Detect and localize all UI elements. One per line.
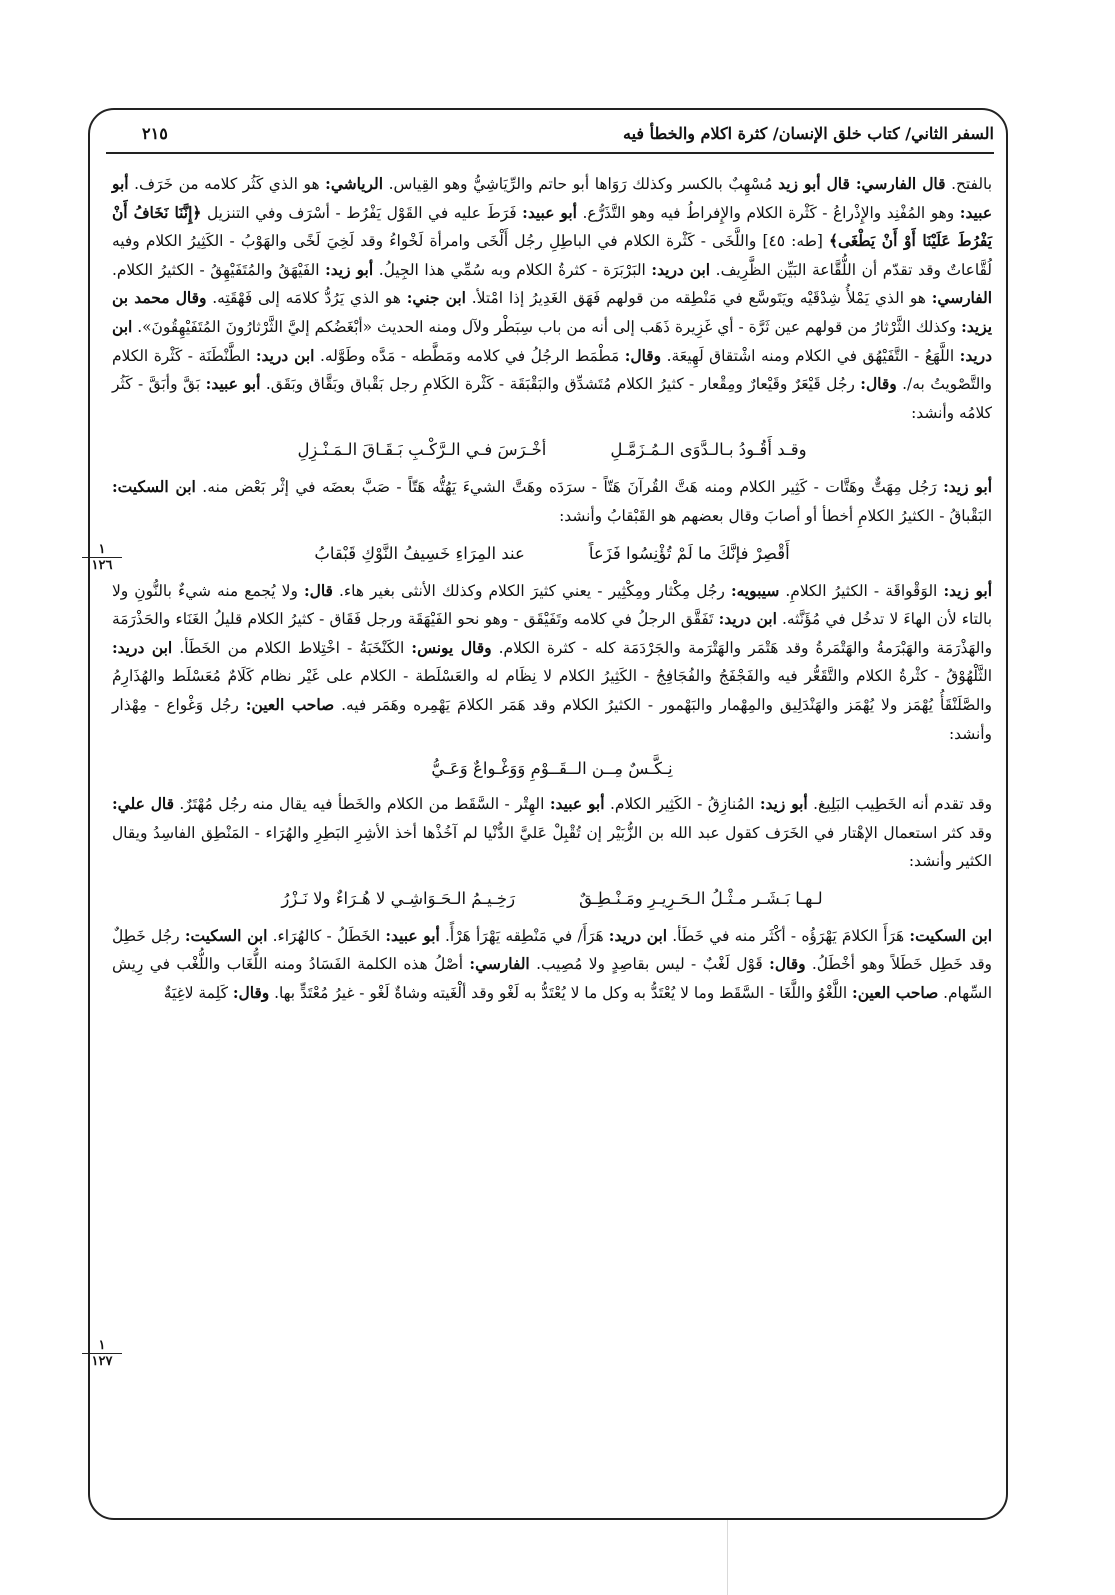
author-citation: أبو زيد:	[325, 260, 374, 279]
folio-denominator: ١٢٧	[82, 1353, 122, 1369]
text-segment: قَوْل لَغْبٌ - ليس بقاصِدٍ ولا مُصِيب.	[529, 955, 770, 974]
author-citation: ابن دريد:	[255, 346, 315, 365]
page-number: ٢١٥	[142, 124, 168, 143]
text-segment: الهِتْر - السَّقَط من الكلام والخَطأ فيه يقال منه رجُل مُهْتَرٌ.	[173, 795, 550, 814]
header-title: السفر الثاني/ كتاب خلق الإنسان/ كثرة اكلام والخطأ فيه	[622, 124, 994, 143]
author-citation: أبو عبيد:	[205, 375, 261, 394]
paragraph	[112, 170, 992, 427]
author-citation: وقال:	[232, 984, 270, 1003]
author-citation: قال الفارسي: قال أبو زيد	[778, 175, 946, 193]
author-citation: الفارسي:	[931, 289, 992, 308]
text-segment: هو الذي يَمْلأُ شِدْقَيْه ويَتَوسَّع في مَنْطِقه من قولهم فَهَق الغَدِيرُ إذا امْتلأ.	[465, 289, 932, 308]
folio-numerator: ١	[98, 542, 106, 557]
author-citation: وقال:	[860, 375, 897, 394]
verse-couplet	[112, 435, 992, 465]
author-citation: أبو زيد:	[943, 581, 992, 600]
page-body	[112, 170, 992, 1008]
author-citation: أبو عبيد:	[549, 795, 605, 814]
text-segment: أصْلُ هذه الكلمة الفَسَادُ ومنه اللُّغَاب واللُّغْب في رِيش السِّهام.	[112, 955, 992, 1003]
text-segment: وقد كثر استعمال الإهْتار في الخَرَف كقول عبد الله بن الزُّبَيْر إن تُقْبِلْ عَليَّ الدُّنْيا لم آخُذْها أخذ الأشِرِ البَطِرِ والهُرَاء - المَنْطِق الفاسِدُ ويقال الكثير وأنشد:	[112, 823, 992, 871]
text-segment: كَلِمة لاغِيَةٌ	[163, 984, 233, 1003]
author-citation: أبو زيد:	[759, 795, 808, 814]
text-segment: الطَّنْطَنَة - كَثْرة الكلام والتَّصْويتُ به/.	[112, 346, 992, 394]
verse-couplet	[112, 539, 992, 569]
text-segment: البَرْبَرَة - كثرةُ الكلام وبه سُمِّي هذا الجِيلُ.	[373, 260, 652, 279]
text-segment: بالفتح.	[945, 175, 992, 193]
paragraph	[112, 790, 992, 876]
manuscript-folio-marker	[82, 1338, 122, 1369]
text-segment: البَقْباقُ - الكثيرُ الكلامِ أخطأ أو أصابَ وقال بعضهم هو القَبْقابُ وأنشد:	[559, 506, 992, 525]
author-citation: وقال يونس:	[411, 638, 492, 657]
text-segment: هَرَأَ الكلامَ يَهْرَؤُه - أكْثَر منه في خَطَأ.	[667, 926, 910, 945]
text-segment: تَفَقَّق الرجلُ في كلامه وتَفَيْقَق - وهو نحو الفَيْهَقَة ورجل فَقَاق - كثيرُ الكلام قليلُ الغَنَاء والحَذْرَمَة والهَذْرَمَة والهَبْرَمةُ والهَتْمَرةُ وقد هَتْمَر والهَتْرَمة والجَرْدَمَة كله - كثرة الكلام.	[112, 610, 993, 657]
text-segment: المُنازِقُ - الكَثِير الكلام.	[604, 795, 760, 814]
author-citation: ابن السكيت:	[112, 478, 196, 497]
author-citation: وقال:	[624, 346, 662, 365]
author-citation: ﴿إِنَّنَا نَخَافُ أَنْ يَفْرُطَ عَلَيْنَا أَوْ أَنْ يَطْغَى﴾	[112, 203, 992, 251]
author-citation: الرياشي:	[325, 175, 384, 193]
text-segment: رجُل قَيْعَرٌ وقَيْعارٌ ومِقْعار - كثيرُ الكلام مُتَشدِّق والبَقْبَقَة - كَثْرة الكَلامِ رجل بَقْباق وبَقَّاق وبَقَق.	[260, 375, 861, 394]
text-segment: وقد تقدم أنه الخَطِيب البَلِيغ.	[807, 795, 993, 814]
text-segment: هو الذي يَرُدُّ كلامَه إلى فَهْقَتِه.	[206, 289, 407, 308]
paragraph	[112, 577, 992, 749]
author-citation: الفارسي:	[469, 955, 530, 974]
author-citation: قال:	[304, 581, 333, 600]
author-citation: أبو عبيد:	[522, 203, 577, 222]
text-segment: رَجُل مِهَتٌّ وهَتَّات - كَثِير الكلام ومنه هَتَّ القُرآنَ هَتّاً - سرَدَه وهَتَّ الشيءَ يَهُتُّه هَتّاً - صَبَّ بعضَه في إثْر بَعْض منه.	[195, 478, 944, 497]
text-segment: الثَّلْهُوْقُ - كثْرةُ الكلام والتَّقَعُّر فيه والفَجْفَجُ والفُجَافِجُ - الكَثِيرُ الكلام لا نِظَام له والعَسْلَطة - الكلام على غَيْر نظام كَلَامٌ مُعَسْلَط والهُذَارِمُ والصَّلَنْقَأُ يُهْمَز ولا يُهْمَز والهَنْدَلِيق والمِهْمار والبَهْمور - الكثيرُ الكلام وقد هَمَر الكلامَ يَهْمِره وهَمَر فيه.	[112, 667, 992, 714]
text-segment: الكَنْخَبَةُ - اخْتِلاط الكلام من الخَطَأ.	[172, 638, 412, 657]
text-segment: مُسْهِبٌ بالكسر وكذلك رَوَاها أبو حاتم والرِّيَاشِيُّ وهو القِياس.	[383, 175, 779, 193]
text-segment: فَرَطَ عليه في القَوْل يَفْرُط - أسْرَف وفي التنزيل	[201, 203, 523, 222]
text-segment: الخَطَلُ - كالهُرَاء.	[267, 926, 386, 945]
author-citation: أبو عبيد:	[385, 926, 440, 945]
paragraph	[112, 473, 992, 530]
verse-hemistich-right: لـهـا بَـشَـر مـثْـلُ الـحَـرِيـرِ ومَـنْـطِـقٌ	[579, 888, 823, 908]
text-segment: رجُل وَغْواع - مِهْذار وأنشد:	[112, 695, 992, 743]
scan-artifact-line	[727, 1520, 728, 1595]
text-segment: [طه: ٤٥] واللَّخَى - كَثْرة الكلام في الباطِلِ رجُل أَلْخَى وامرأة لَخْواءُ وقد لَخِيَ لَخًى والهَوْبُ - الكَثِيرُ الكلام وفيه لُقَّاعاتٌ وقد تقدّم أن اللُّقَّاعة البَيِّن الظَّرِيف.	[112, 232, 992, 279]
author-citation: قال علي:	[112, 795, 174, 814]
running-header	[106, 118, 994, 154]
verse-couplet	[112, 884, 992, 914]
verse-hemistich-right: أَقْصِرْ فإنَّكَ ما لَمْ تُؤْنِسُوا فَزَعاً	[588, 543, 790, 563]
author-citation: أبو زيد:	[943, 478, 992, 497]
author-citation: ابن دريد:	[608, 926, 668, 945]
author-citation: ابن دريد:	[112, 317, 992, 365]
manuscript-folio-marker	[82, 542, 122, 573]
author-citation: ابن دريد:	[112, 638, 173, 657]
text-segment: الفَيْهَقُ والمُتَفَيْهِقُ - الكثيرُ الكلام.	[112, 260, 326, 279]
text-segment: اللَّهَعُ - التَّفَيْهُق في الكلام ومنه اشْتقاق لَهِيعَة.	[661, 346, 960, 365]
author-citation: ابن السكيت:	[184, 926, 268, 945]
text-segment: رجُل خَطِلٌ وقد خَطِل خَطَلاً وهو أخْطَلُ.	[112, 926, 992, 974]
verse-single-line: نِـكَّـسٌ مِــن الــقَــوْمِ وَوَغْـواعٌ وَعَـيُّ	[431, 759, 673, 779]
author-citation: سيبويه:	[730, 581, 780, 600]
author-citation: وقال محمد بن يزيد:	[112, 289, 992, 336]
author-citation: وقال:	[769, 955, 806, 974]
text-segment: رجُل مِكْثار ومِكْثِير - يعني كثيرَ الكلام وكذلك الأنثى بغير هاء.	[332, 581, 731, 600]
author-citation: ابن جني:	[406, 289, 466, 308]
text-segment: بَقَّ وأبَقَّ - كَثُر كلامُه وأنشد:	[112, 375, 992, 422]
folio-denominator: ١٢٦	[82, 557, 122, 573]
text-segment: الوَقْواقَة - الكثيرُ الكلامِ.	[779, 581, 944, 600]
text-segment: هو الذي كَثُر كلامه من خَرَف.	[128, 175, 326, 193]
text-segment: اللَّغْوُ واللَّغَا - السَّقَط وما لا يُعْتَدُّ به وكل ما لا يُعْتَدُّ به لَغْو وقد ألْغَيته وشاةٌ لَغْو - غيرُ مُعْتَدٍّ بها.	[269, 984, 853, 1003]
verse-hemistich-left: رَخِـيـمُ الـحَـوَاشِـي لا هُـرَاءٌ ولا نَـزْرُ	[281, 888, 516, 908]
author-citation: صاحب العين:	[852, 984, 939, 1003]
text-segment: وكذلك الثَّرْثارُ من قولهم عين ثَرَّة - أي غَزِيرة ذَهَب إلى أنه من باب سِبَطْر ولآل ومنه الحديث «أبْغَضُكم إليَّ الثَّرْثارُونَ المُتَفَيْهِقُونَ».	[132, 317, 962, 336]
paragraph	[112, 922, 992, 1008]
text-segment: مَطْمَط الرجُلُ في كلامه ومَطَّطه - مَدَّه وطَوَّله.	[314, 346, 625, 365]
author-citation: صاحب العين:	[245, 695, 335, 714]
verse-hemistich-left: أخْـرَسَ فـي الـرَّكْـبِ بَـقَـاقَ الـمَـنْـزِلِ	[297, 440, 547, 460]
verse-hemistich-left: عند المِرَاءِ خَسِيفُ النَّوْكِ قَبْقابُ	[314, 543, 525, 563]
author-citation: أبو عبيد:	[112, 175, 992, 222]
text-segment: هَرَأَ/ في مَنْطِقه يَهْرَأ هَرْأً.	[439, 926, 609, 945]
author-citation: ابن السكيت:	[909, 926, 992, 945]
folio-numerator: ١	[98, 1338, 106, 1353]
author-citation: ابن دريد:	[718, 610, 777, 629]
text-segment: وهو المُفْنِد والإِذْراعُ - كَثْرة الكلام والإِفراطُ فيه وهو التَّذَرُّع.	[576, 203, 960, 222]
author-citation: ابن دريد:	[651, 260, 711, 279]
verse-hemistich-right: وقـد أَقُـودُ بـالـدَّوَى الـمُـزَمَّـلِ	[610, 440, 807, 460]
text-segment: ولا يُجمع منه شيءٌ بالنُّونِ ولا بالتاء لأن الهاءَ لا تدخُل في مُؤَنَّثه.	[112, 581, 992, 629]
